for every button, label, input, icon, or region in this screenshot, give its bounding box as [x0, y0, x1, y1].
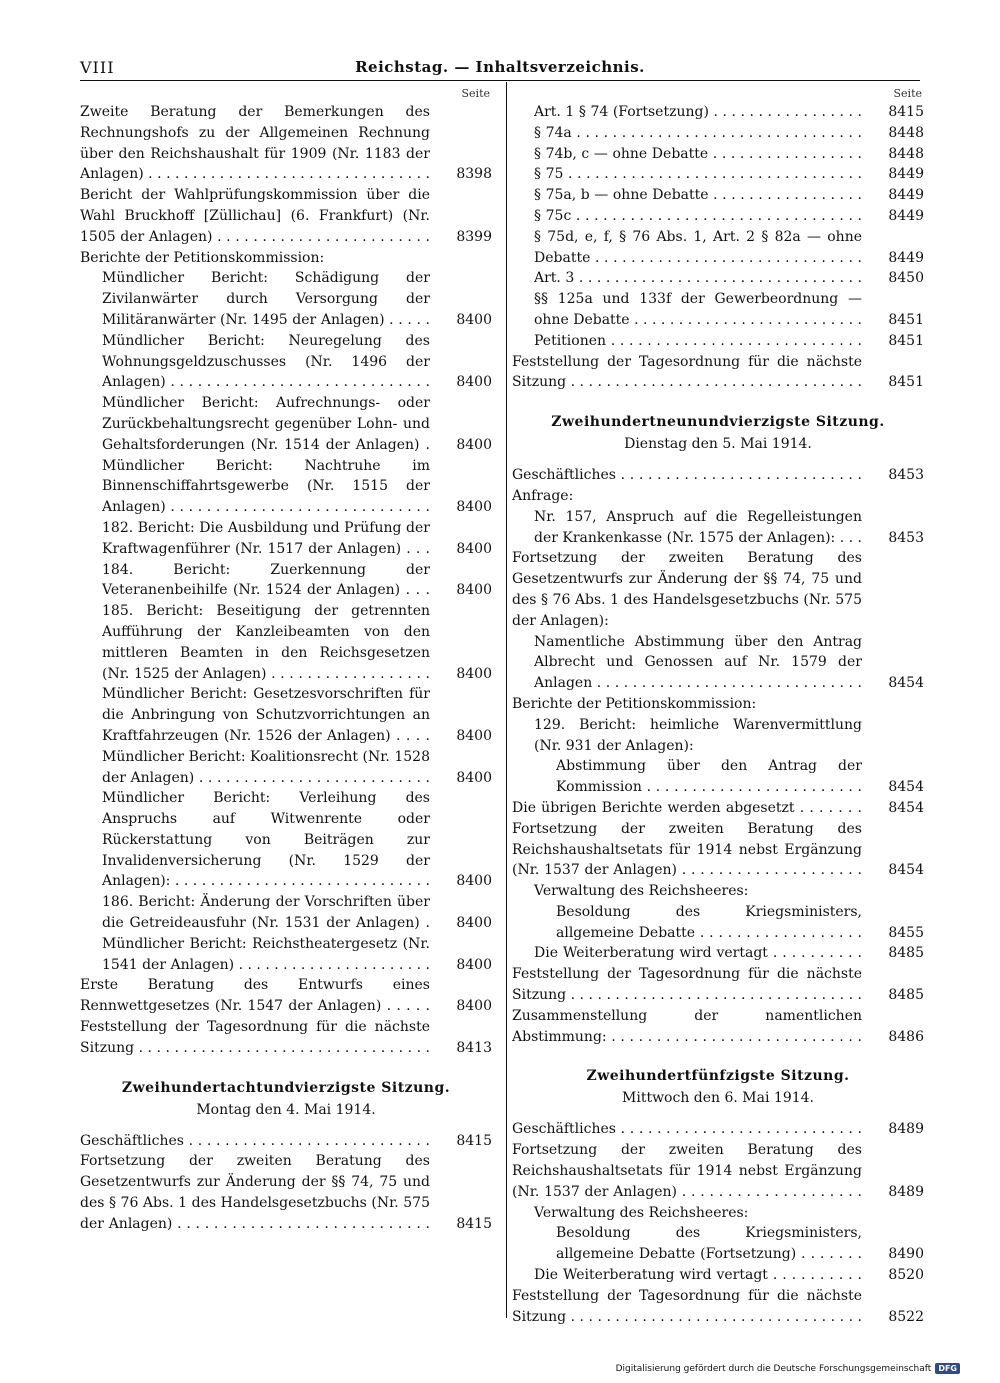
entry-text: § 75c . . .: [534, 206, 862, 227]
entry-text: Zweite Beratung der Bemerkungen des Rechnungshofs zu der Allgemeinen Rechnung über den Reichshaushalt für 1909 (Nr. 1183 der Anlagen) . . .: [80, 102, 430, 185]
toc-entry: [512, 486, 924, 507]
toc-entry: [512, 943, 924, 964]
toc-entry: [512, 964, 924, 1006]
toc-entry: [512, 632, 924, 694]
entry-page: 8449: [862, 185, 924, 206]
entry-text: Verwaltung des Reichsheeres:: [534, 1204, 749, 1221]
toc-entry: [512, 1140, 924, 1202]
entry-text: Geschäftliches . . .: [80, 1131, 430, 1152]
entry-text: Fortsetzung der zweiten Beratung des Reichshaushaltsetats für 1914 nebst Ergänzung (Nr. 1537 der Anlagen) . . .: [512, 819, 862, 881]
toc-entry: [512, 123, 924, 144]
right-column: [512, 86, 924, 1327]
entry-page: 8522: [862, 1307, 924, 1328]
toc-entry: [80, 268, 492, 330]
entry-page: 8400: [430, 539, 492, 560]
entry-page: 8449: [862, 248, 924, 269]
session-date: Dienstag den 5. Mai 1914.: [624, 436, 812, 453]
entry-text: § 75a, b — ohne Debatte . . .: [534, 185, 862, 206]
entry-page: 8400: [430, 996, 492, 1017]
entry-text: Art. 1 § 74 (Fortsetzung) . . .: [534, 102, 862, 123]
entry-text: 184. Bericht: Zuerkennung der Veteranenbeihilfe (Nr. 1524 der Anlagen) . . .: [102, 560, 430, 602]
toc-entry: [512, 756, 924, 798]
toc-entry: [512, 881, 924, 902]
column-divider: [506, 82, 507, 1318]
entry-text: Mündlicher Bericht: Neuregelung des Wohnungsgeldzuschusses (Nr. 1496 der Anlagen) . . .: [102, 331, 430, 393]
toc-entry: [80, 185, 492, 247]
entry-text: Geschäftliches . . .: [512, 1119, 862, 1140]
entry-text: Petitionen . . .: [534, 331, 862, 352]
entry-page: 8399: [430, 227, 492, 248]
toc-entry: [80, 601, 492, 684]
entry-page: 8449: [862, 164, 924, 185]
seite-label: Seite: [461, 87, 490, 100]
entry-text: Feststellung der Tagesordnung für die nächste Sitzung . . .: [512, 352, 862, 394]
entry-page: 8400: [430, 497, 492, 518]
entry-page: 8415: [430, 1214, 492, 1235]
entry-text: Mündlicher Bericht: Verleihung des Anspruchs auf Witwenrente oder Rückerstattung von Beiträgen zur Invalidenversicherung (Nr. 1529 der Anlagen): . . .: [102, 788, 430, 892]
entry-page: 8415: [430, 1131, 492, 1152]
entry-page: 8450: [862, 268, 924, 289]
entry-text: 185. Bericht: Beseitigung der getrennten Aufführung der Kanzleibeamten von den mittleren Beamten in den Reichsgesetzen (Nr. 1525 der Anlagen) . . .: [102, 601, 430, 684]
entry-page: 8400: [430, 372, 492, 393]
toc-entry: [80, 684, 492, 746]
toc-entry: [512, 694, 924, 715]
seite-label: Seite: [893, 87, 922, 100]
entry-text: §§ 125a und 133f der Gewerbeordnung — ohne Debatte . . .: [534, 289, 862, 331]
entry-text: Mündlicher Bericht: Gesetzesvorschriften für die Anbringung von Schutzvorrichtungen an Kraftfahrzeugen (Nr. 1526 der Anlagen) . . .: [102, 684, 430, 746]
page-number: VIII: [80, 58, 115, 77]
entry-text: Anfrage:: [512, 487, 574, 504]
toc-entry: [512, 1265, 924, 1286]
entry-text: § 75 . . .: [534, 164, 862, 185]
toc-entry: [512, 819, 924, 881]
toc-entry: [512, 902, 924, 944]
entry-page: 8485: [862, 943, 924, 964]
entry-text: Mündlicher Bericht: Nachtruhe im Binnenschiffahrtsgewerbe (Nr. 1515 der Anlagen) . . .: [102, 456, 430, 518]
entry-page: 8454: [862, 798, 924, 819]
entry-text: Fortsetzung der zweiten Beratung des Gesetzentwurfs zur Änderung der §§ 74, 75 und des § 76 Abs. 1 des Handelsgesetzbuchs (Nr. 575 der Anlagen) . . .: [80, 1151, 430, 1234]
toc-entry: [512, 206, 924, 227]
entry-text: 129. Bericht: heimliche Warenvermittlung (Nr. 931 der Anlagen):: [534, 716, 862, 754]
session-date: Mittwoch den 6. Mai 1914.: [622, 1090, 814, 1107]
entry-page: 8453: [862, 528, 924, 549]
entry-text: Die Weiterberatung wird vertagt . . .: [534, 1265, 862, 1286]
session-heading: Zweihundertachtundvierzigste Sitzung.: [121, 1079, 451, 1096]
entry-page: 8400: [430, 913, 492, 934]
entry-page: 8453: [862, 465, 924, 486]
toc-entry: [80, 934, 492, 976]
toc-entry: [512, 352, 924, 394]
toc-entry: [80, 560, 492, 602]
toc-entry: [512, 1286, 924, 1328]
toc-entry: [80, 102, 492, 185]
entry-text: Geschäftliches . . .: [512, 465, 862, 486]
entry-page: 8400: [430, 768, 492, 789]
running-title: Reichstag. — Inhaltsverzeichnis.: [355, 58, 645, 76]
toc-entry: [512, 164, 924, 185]
entry-text: Fortsetzung der zweiten Beratung des Reichshaushaltsetats für 1914 nebst Ergänzung (Nr. 1537 der Anlagen) . . .: [512, 1140, 862, 1202]
toc-entry: [80, 248, 492, 269]
entry-text: Abstimmung über den Antrag der Kommission . . .: [556, 756, 862, 798]
entry-text: Mündlicher Bericht: Reichstheatergesetz (Nr. 1541 der Anlagen) . . .: [102, 934, 430, 976]
toc-entry: [80, 393, 492, 455]
toc-entry: [512, 227, 924, 269]
entry-page: 8449: [862, 206, 924, 227]
entry-text: Besoldung des Kriegsministers, allgemeine Debatte (Fortsetzung) . . .: [556, 1223, 862, 1265]
entry-text: Mündlicher Bericht: Aufrechnungs- oder Zurückbehaltungsrecht gegenüber Lohn- und Gehaltsforderungen (Nr. 1514 der Anlagen) . . .: [102, 393, 430, 455]
toc-entry: [512, 102, 924, 123]
entry-page: 8454: [862, 777, 924, 798]
footer-text: Digitalisierung gefördert durch die Deutsche Forschungsgemeinschaft: [615, 1363, 932, 1374]
entry-text: 182. Bericht: Die Ausbildung und Prüfung der Kraftwagenführer (Nr. 1517 der Anlagen) . . .: [102, 518, 430, 560]
session-heading: Zweihundertfünfzigste Sitzung.: [586, 1068, 850, 1085]
entry-text: Nr. 157, Anspruch auf die Regelleistungen der Krankenkasse (Nr. 1575 der Anlagen): . . .: [534, 507, 862, 549]
entry-page: 8413: [430, 1038, 492, 1059]
entry-text: Zusammenstellung der namentlichen Abstimmung: . . .: [512, 1006, 862, 1048]
toc-entry: [512, 1119, 924, 1140]
toc-entry: [80, 975, 492, 1017]
entry-text: Erste Beratung des Entwurfs eines Rennwettgesetzes (Nr. 1547 der Anlagen) . . .: [80, 975, 430, 1017]
toc-entry: [512, 1223, 924, 1265]
entry-text: Besoldung des Kriegsministers, allgemeine Debatte . . .: [556, 902, 862, 944]
entry-text: § 74a . . .: [534, 123, 862, 144]
toc-entry: [512, 1203, 924, 1224]
entry-page: 8398: [430, 164, 492, 185]
session-heading: Zweihundertneunundvierzigste Sitzung.: [551, 414, 885, 431]
entry-text: Die übrigen Berichte werden abgesetzt . . .: [512, 798, 862, 819]
entry-text: Feststellung der Tagesordnung für die nächste Sitzung . . .: [512, 964, 862, 1006]
toc-entry: [512, 268, 924, 289]
dfg-logo: DFG: [935, 1363, 960, 1374]
entry-page: 8415: [862, 102, 924, 123]
entry-page: 8451: [862, 331, 924, 352]
toc-entry: [512, 507, 924, 549]
toc-entry: [512, 185, 924, 206]
entry-page: 8400: [430, 310, 492, 331]
entry-page: 8455: [862, 923, 924, 944]
entry-page: 8400: [430, 664, 492, 685]
page-header: [80, 58, 920, 81]
entry-text: Berichte der Petitionskommission:: [80, 249, 325, 266]
entry-text: § 74b, c — ohne Debatte . . .: [534, 144, 862, 165]
entry-text: Die Weiterberatung wird vertagt . . .: [534, 943, 862, 964]
entry-page: 8451: [862, 372, 924, 393]
toc-entry: [512, 331, 924, 352]
toc-entry: [512, 1006, 924, 1048]
entry-text: 186. Bericht: Änderung der Vorschriften über die Getreideausfuhr (Nr. 1531 der Anlagen) . . .: [102, 892, 430, 934]
toc-entry: [512, 289, 924, 331]
entry-text: Mündlicher Bericht: Schädigung der Zivilanwärter durch Versorgung der Militäranwärter (Nr. 1495 der Anlagen) . . .: [102, 268, 430, 330]
session-date: Montag den 4. Mai 1914.: [196, 1101, 376, 1118]
entry-page: 8454: [862, 860, 924, 881]
entry-page: 8400: [430, 580, 492, 601]
toc-entry: [80, 331, 492, 393]
entry-text: Mündlicher Bericht: Koalitionsrecht (Nr. 1528 der Anlagen) . . .: [102, 747, 430, 789]
entry-page: 8485: [862, 985, 924, 1006]
entry-text: Fortsetzung der zweiten Beratung des Gesetzentwurfs zur Änderung der §§ 74, 75 und des § 76 Abs. 1 des Handelsgesetzbuchs (Nr. 575 der Anlagen):: [512, 550, 862, 629]
entry-page: 8486: [862, 1027, 924, 1048]
entry-text: Feststellung der Tagesordnung für die nächste Sitzung . . .: [80, 1017, 430, 1059]
entry-page: 8454: [862, 673, 924, 694]
footer-credit: [616, 1363, 960, 1374]
toc-entry: [80, 788, 492, 892]
entry-text: Verwaltung des Reichsheeres:: [534, 883, 749, 900]
entry-text: § 75d, e, f, § 76 Abs. 1, Art. 2 § 82a — ohne Debatte . . .: [534, 227, 862, 269]
entry-page: 8489: [862, 1182, 924, 1203]
entry-page: 8400: [430, 871, 492, 892]
toc-entry: [80, 1017, 492, 1059]
entry-page: 8448: [862, 144, 924, 165]
entry-page: 8400: [430, 435, 492, 456]
left-column: [80, 86, 492, 1235]
entry-page: 8451: [862, 310, 924, 331]
entry-text: Art. 3 . . .: [534, 268, 862, 289]
toc-entry: [80, 456, 492, 518]
entry-page: 8400: [430, 726, 492, 747]
toc-entry: [512, 548, 924, 631]
toc-entry: [80, 1131, 492, 1152]
entry-page: 8520: [862, 1265, 924, 1286]
entry-page: 8400: [430, 955, 492, 976]
entry-page: 8489: [862, 1119, 924, 1140]
entry-text: Feststellung der Tagesordnung für die nächste Sitzung . . .: [512, 1286, 862, 1328]
toc-entry: [512, 465, 924, 486]
entry-page: 8448: [862, 123, 924, 144]
toc-entry: [512, 798, 924, 819]
toc-entry: [80, 1151, 492, 1234]
toc-entry: [80, 892, 492, 934]
entry-text: Namentliche Abstimmung über den Antrag Albrecht und Genossen auf Nr. 1579 der Anlagen . . .: [534, 632, 862, 694]
entry-page: 8490: [862, 1244, 924, 1265]
toc-entry: [80, 518, 492, 560]
toc-entry: [512, 144, 924, 165]
entry-text: Bericht der Wahlprüfungskommission über die Wahl Bruckhoff [Züllichau] (6. Frankfurt) (Nr. 1505 der Anlagen) . . .: [80, 185, 430, 247]
toc-entry: [80, 747, 492, 789]
entry-text: Berichte der Petitionskommission:: [512, 695, 757, 712]
toc-entry: [512, 715, 924, 757]
